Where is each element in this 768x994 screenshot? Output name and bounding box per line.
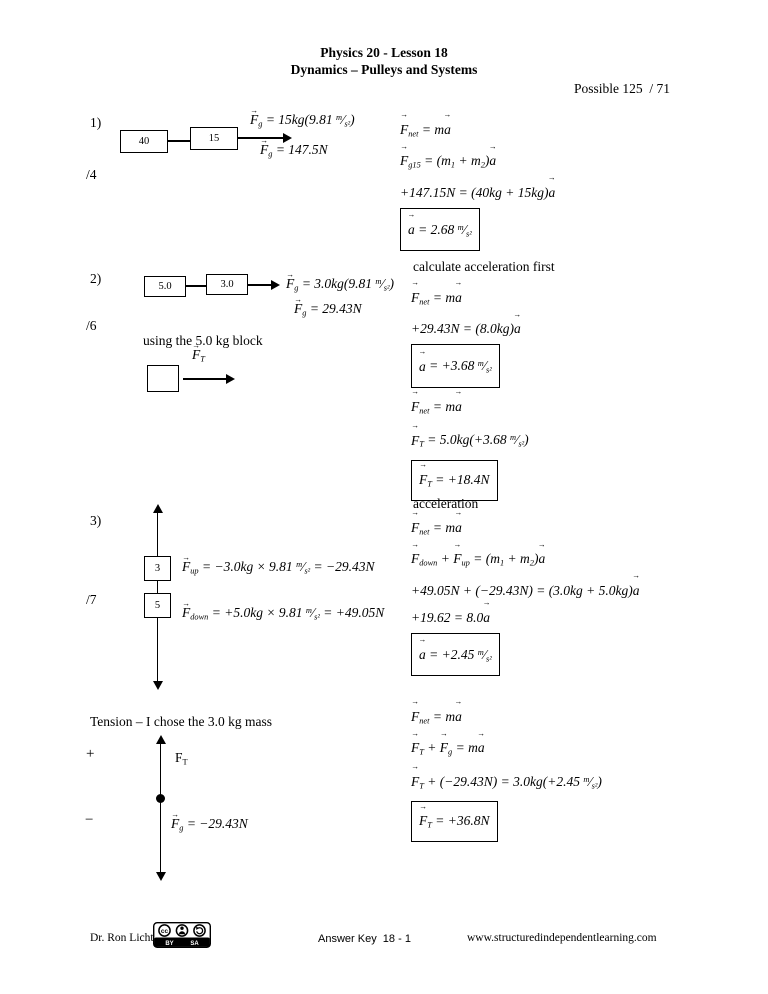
arrow-head-icon	[283, 133, 292, 143]
boxed-answer: a → = +2.45 $^m⁄_{s^2}$	[411, 633, 500, 677]
direction-axis-arrow	[153, 735, 168, 881]
arrow-shaft	[183, 378, 228, 380]
equation-work: $F \to_T + F \to_g$ = ma →	[411, 734, 602, 765]
arrow-down-icon	[153, 681, 163, 690]
equation-work: +147.15N = (40kg + 15kg)a →	[400, 179, 555, 206]
answer-line	[400, 206, 555, 252]
cc-text: cc	[160, 927, 169, 935]
problem-3-marks: /7	[86, 592, 97, 607]
free-body-block	[147, 365, 179, 392]
minus-sign: −	[85, 812, 94, 828]
arrow-shaft	[160, 741, 162, 875]
problem-1-label: 1)	[90, 115, 102, 130]
page-subtitle: Dynamics – Pulleys and Systems	[290, 62, 478, 77]
applied-force-arrow	[248, 278, 280, 291]
answer-line	[411, 458, 529, 501]
author-name: Dr. Ron Licht	[90, 932, 154, 944]
equation-work: +29.43N = (8.0kg)a →	[411, 315, 521, 342]
equation-work: +19.62 = 8.0a →	[411, 604, 640, 631]
website-url: www.structuredindependentlearning.com	[467, 932, 657, 944]
equation-given: $F \to_g = 147.5N$	[260, 142, 328, 158]
problem-3-label: 3)	[90, 513, 102, 528]
mass-block-3: 3	[144, 556, 171, 581]
answer-line	[411, 799, 602, 842]
tension-section-title: Tension – I chose the 3.0 kg mass	[90, 714, 273, 729]
mass-block-5kg: 5.0	[144, 276, 186, 297]
problem-2-solution-accel	[411, 284, 521, 388]
equation-work: $F \to_{net}$ = ma →	[411, 703, 602, 734]
tension-solution	[411, 703, 602, 842]
equation-work: $F \to_{g15} = (m_1 + m_2)a$ →	[400, 147, 555, 178]
problem-3-solution	[411, 514, 640, 676]
boxed-answer: $F \to_T = +36.8N$	[411, 801, 498, 842]
using-block-note: using the 5.0 kg block	[143, 333, 263, 348]
boxed-answer: $F \to_T = +18.4N$	[411, 460, 498, 501]
equation-work: $F \to_{net}$ = ma →	[400, 116, 555, 147]
equation-work: $F \to_{net}$ = ma →	[411, 393, 529, 424]
tension-force-label: $F \to_T$	[192, 347, 205, 363]
answer-line	[411, 631, 640, 677]
problem-2-solution-tension	[411, 393, 529, 501]
equation-work: $F \to_{net}$ = ma →	[411, 284, 521, 315]
answer-line	[411, 342, 521, 388]
equation-work: +49.05N + (−29.43N) = (3.0kg + 5.0kg)a →	[411, 577, 640, 604]
mass-point-dot	[156, 794, 165, 803]
equation-given: $F \to_g = 3.0kg(9.81$ $^m⁄_{s^2}$)	[286, 276, 394, 292]
by-text: BY	[165, 941, 174, 948]
sa-text: SA	[190, 941, 199, 948]
problem-1-solution	[400, 116, 555, 251]
score-possible: Possible 125 / 71	[574, 81, 671, 96]
mass-block-5: 5	[144, 593, 171, 618]
mass-block-15: 15	[190, 127, 238, 150]
equation-given: $F \to_g = 15kg(9.81$ $^m⁄_{s^2}$)	[250, 112, 355, 128]
equation-force-up: $F \to_{up} = -3.0kg \times 9.81$ $^m⁄_{s^2} = -29.43N$	[182, 559, 375, 575]
boxed-answer: a → = +3.68 $^m⁄_{s^2}$	[411, 344, 500, 388]
arrow-shaft	[248, 284, 273, 286]
page-title: Physics 20 - Lesson 18	[320, 45, 448, 60]
arrow-down-icon	[156, 872, 166, 881]
equation-work: $F \to_{net}$ = ma →	[411, 514, 640, 545]
connector-line	[185, 285, 207, 287]
plus-sign: +	[86, 746, 95, 762]
tension-force-arrow	[183, 372, 235, 385]
answer-key-page-label: Answer Key 18 - 1	[318, 933, 411, 945]
arrow-head-icon	[271, 280, 280, 290]
equation-force-down: $F \to_{down} = +5.0kg \times 9.81$ $^m⁄_{s^2} = +49.05N$	[182, 605, 384, 621]
cc-by-sa-license-icon	[153, 922, 211, 948]
gravity-force-equation: $F \to_g = -29.43N$	[171, 816, 248, 832]
equation-work: $F \to_T = 5.0kg(+3.68$ $^m⁄_{s^2}$)	[411, 424, 529, 458]
mass-block-3kg: 3.0	[206, 274, 248, 295]
arrow-head-icon	[226, 374, 235, 384]
equation-work: $F \to_{down} + F \to_{up} = (m_1 + m_2)a$ →	[411, 545, 640, 576]
tension-label: $F_T$	[175, 750, 188, 767]
note-calc-accel: calculate acceleration first	[413, 259, 555, 274]
problem-1-marks: /4	[86, 167, 97, 182]
connector-line	[167, 140, 191, 142]
mass-block-40: 40	[120, 130, 168, 153]
problem-2-marks: /6	[86, 318, 97, 333]
boxed-answer: a → = 2.68 $^m⁄_{s^2}$	[400, 208, 480, 252]
equation-given: $F \to_g = 29.43N$	[294, 301, 362, 317]
problem-2-label: 2)	[90, 271, 102, 286]
note-acceleration: acceleration	[413, 496, 479, 511]
equation-work: $F \to_T + (-29.43N) = 3.0kg(+2.45$ $^m⁄_{s^2}$)	[411, 766, 602, 800]
